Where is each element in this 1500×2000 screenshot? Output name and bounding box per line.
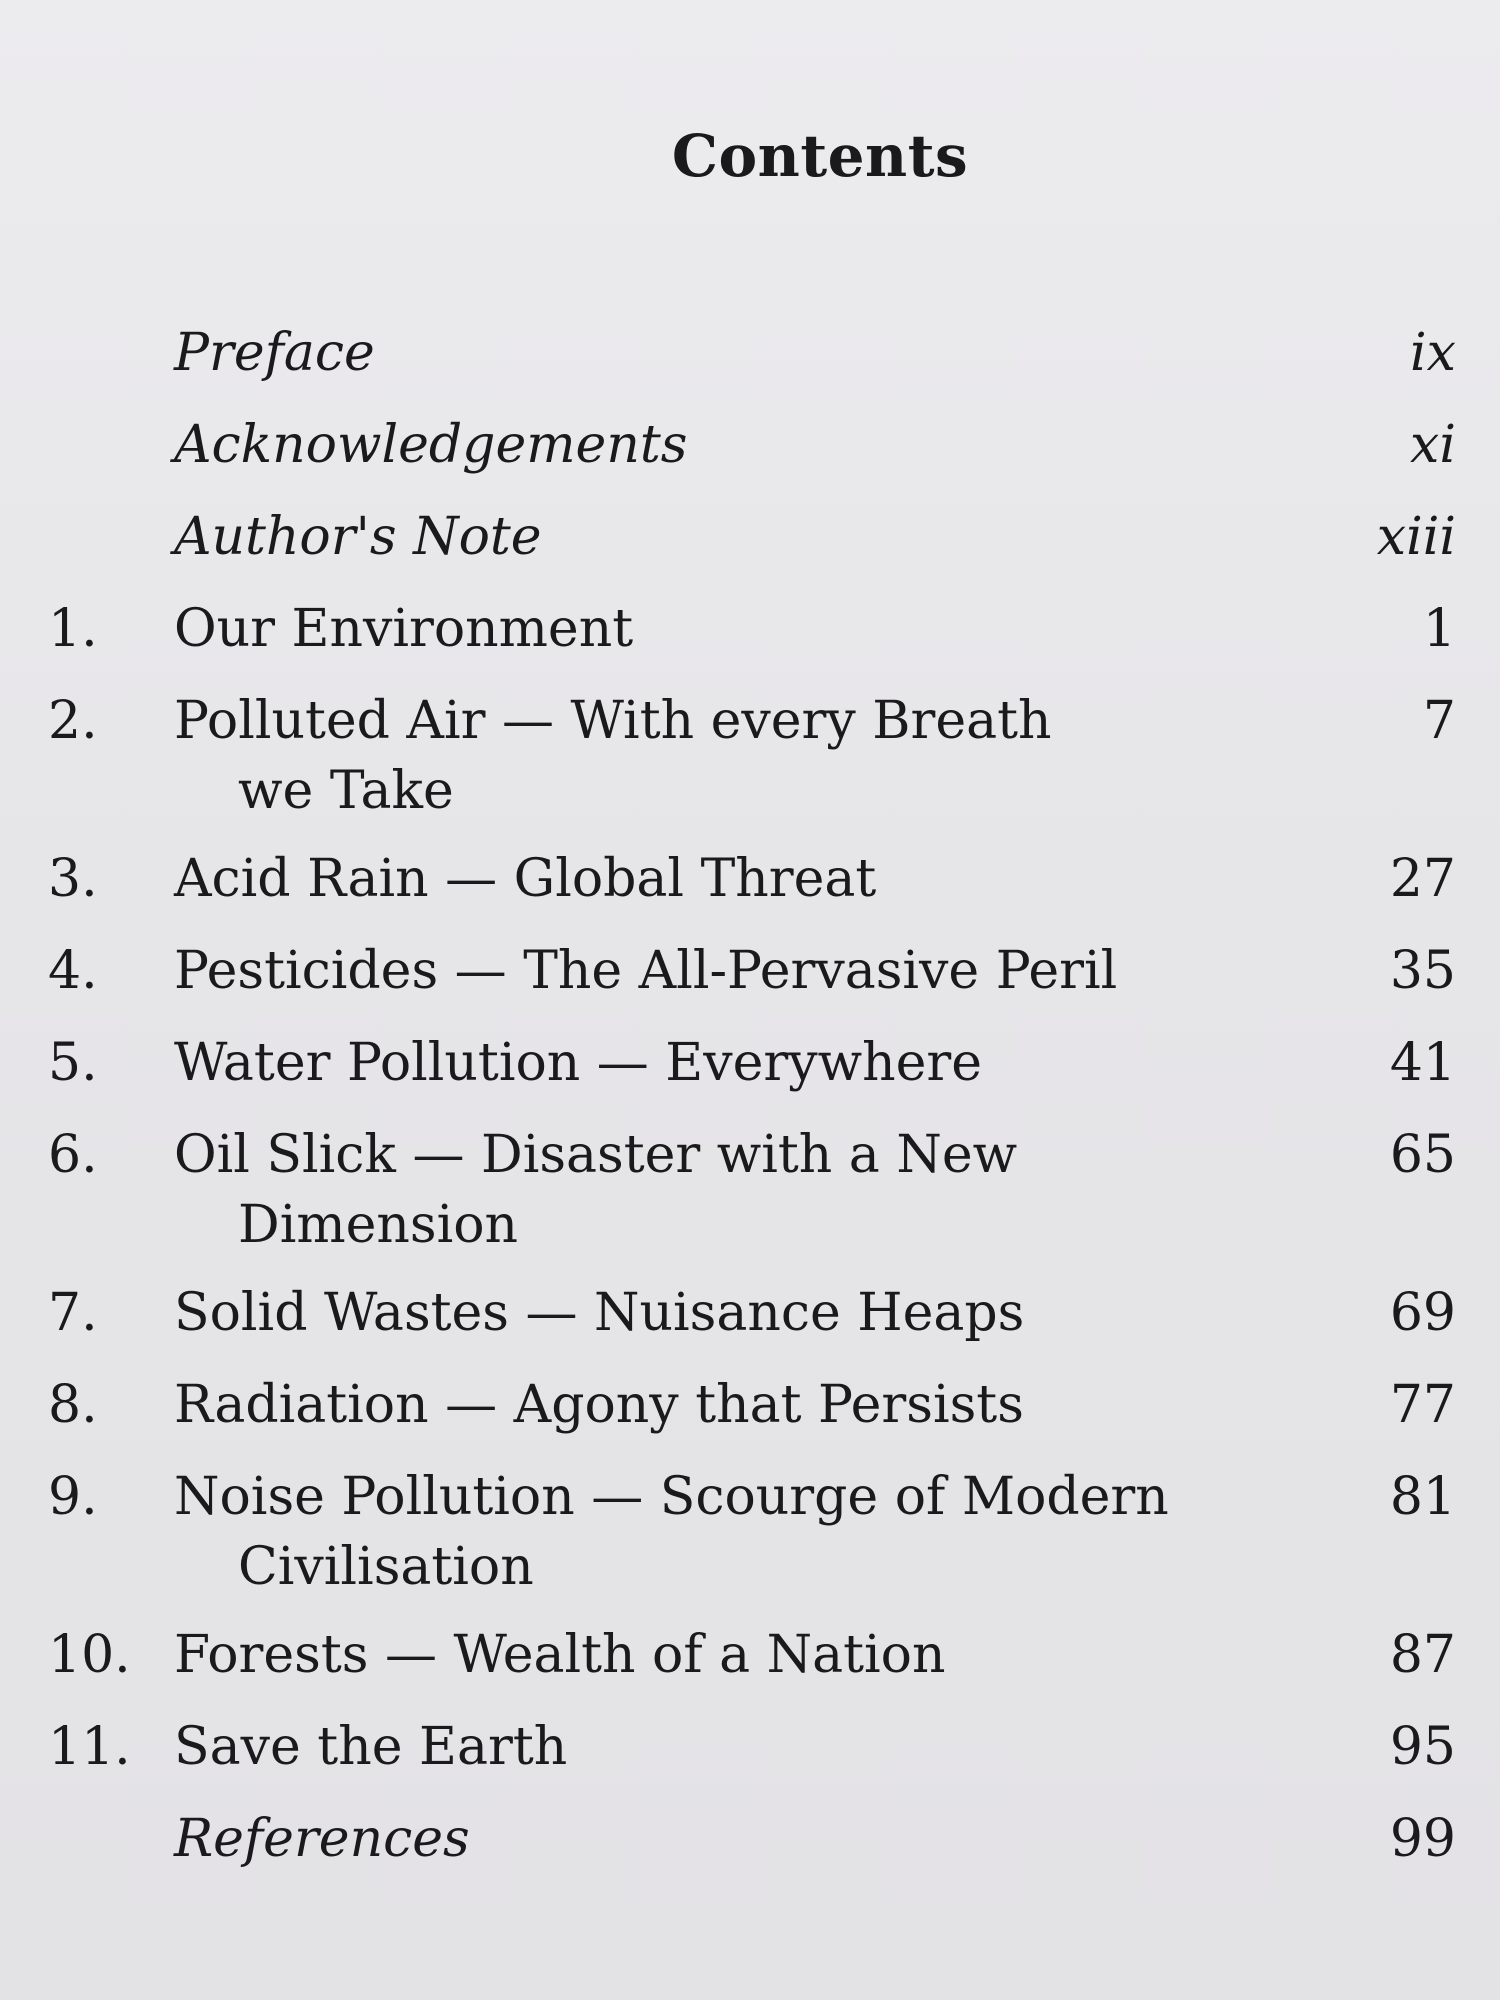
- toc-entry-chapter-2: [48, 686, 1456, 826]
- chapter-title: [174, 844, 1456, 914]
- chapter-title: [174, 594, 1456, 664]
- entry-page: ix: [1410, 323, 1456, 383]
- chapter-title-line2: we Take: [238, 761, 454, 821]
- entry-page: xi: [1410, 415, 1456, 475]
- chapter-number: 4.: [48, 941, 98, 1001]
- chapter-title: [174, 686, 1456, 826]
- entry-title: References: [174, 1809, 470, 1869]
- chapter-number: 10.: [48, 1625, 131, 1685]
- toc-entry-chapter-11: [48, 1712, 1456, 1782]
- toc-entry-acknowledgements: [48, 410, 1456, 480]
- chapter-page: 77: [1389, 1375, 1456, 1435]
- chapter-title: [174, 1620, 1456, 1690]
- chapter-title-line1: Forests — Wealth of a Nation: [174, 1625, 946, 1685]
- chapter-page: 95: [1389, 1717, 1456, 1777]
- chapter-title-line1: Save the Earth: [174, 1717, 568, 1777]
- chapter-title-line1: Radiation — Agony that Persists: [174, 1375, 1024, 1435]
- toc-entry-chapter-7: [48, 1278, 1456, 1348]
- chapter-page: 65: [1389, 1125, 1456, 1185]
- chapter-title: [174, 1278, 1456, 1348]
- chapter-title-line2: Dimension: [238, 1195, 519, 1255]
- chapter-page: 1: [1422, 599, 1456, 659]
- page-title: Contents: [671, 122, 969, 190]
- chapter-number: 6.: [48, 1125, 98, 1185]
- chapter-title: [174, 1120, 1456, 1260]
- toc-entry-chapter-9: [48, 1462, 1456, 1602]
- chapter-title: [174, 1712, 1456, 1782]
- chapter-title-line1: Polluted Air — With every Breath: [174, 691, 1052, 751]
- chapter-title-line1: Oil Slick — Disaster with a New: [174, 1125, 1018, 1185]
- entry-title: Author's Note: [174, 507, 542, 567]
- chapter-number: 1.: [48, 599, 98, 659]
- chapter-number: 9.: [48, 1467, 98, 1527]
- toc-entry-chapter-1: [48, 594, 1456, 664]
- chapter-title-line1: Water Pollution — Everywhere: [174, 1033, 983, 1093]
- toc-entry-chapter-5: [48, 1028, 1456, 1098]
- toc-entry-chapter-4: [48, 936, 1456, 1006]
- chapter-page: 7: [1422, 691, 1456, 751]
- table-of-contents: [48, 318, 1456, 1896]
- chapter-page: 69: [1389, 1283, 1456, 1343]
- chapter-title-line2: Civilisation: [238, 1537, 534, 1597]
- chapter-page: 27: [1389, 849, 1456, 909]
- toc-entry-references: [48, 1804, 1456, 1874]
- chapter-title: [174, 1370, 1456, 1440]
- entry-title: Acknowledgements: [174, 415, 688, 475]
- chapter-page: 35: [1389, 941, 1456, 1001]
- chapter-number: 3.: [48, 849, 98, 909]
- chapter-title: [174, 1462, 1456, 1602]
- chapter-title: [174, 936, 1456, 1006]
- chapter-number: 5.: [48, 1033, 98, 1093]
- chapter-title-line1: Noise Pollution — Scourge of Modern: [174, 1467, 1169, 1527]
- entry-title: Preface: [174, 323, 375, 383]
- chapter-page: 81: [1389, 1467, 1456, 1527]
- chapter-number: 11.: [48, 1717, 131, 1777]
- chapter-title-line1: Acid Rain — Global Threat: [174, 849, 877, 909]
- chapter-page: 41: [1389, 1033, 1456, 1093]
- chapter-number: 7.: [48, 1283, 98, 1343]
- chapter-number: 2.: [48, 691, 98, 751]
- chapter-title-line1: Pesticides — The All-Pervasive Peril: [174, 941, 1118, 1001]
- chapter-number: 8.: [48, 1375, 98, 1435]
- toc-entry-preface: [48, 318, 1456, 388]
- toc-entry-authors-note: [48, 502, 1456, 572]
- entry-page: xiii: [1376, 507, 1456, 567]
- chapter-title-line1: Solid Wastes — Nuisance Heaps: [174, 1283, 1025, 1343]
- toc-entry-chapter-8: [48, 1370, 1456, 1440]
- chapter-title: [174, 1028, 1456, 1098]
- chapter-page: 87: [1389, 1625, 1456, 1685]
- chapter-title-line1: Our Environment: [174, 599, 634, 659]
- entry-page: 99: [1389, 1809, 1456, 1869]
- toc-entry-chapter-6: [48, 1120, 1456, 1260]
- toc-entry-chapter-10: [48, 1620, 1456, 1690]
- toc-entry-chapter-3: [48, 844, 1456, 914]
